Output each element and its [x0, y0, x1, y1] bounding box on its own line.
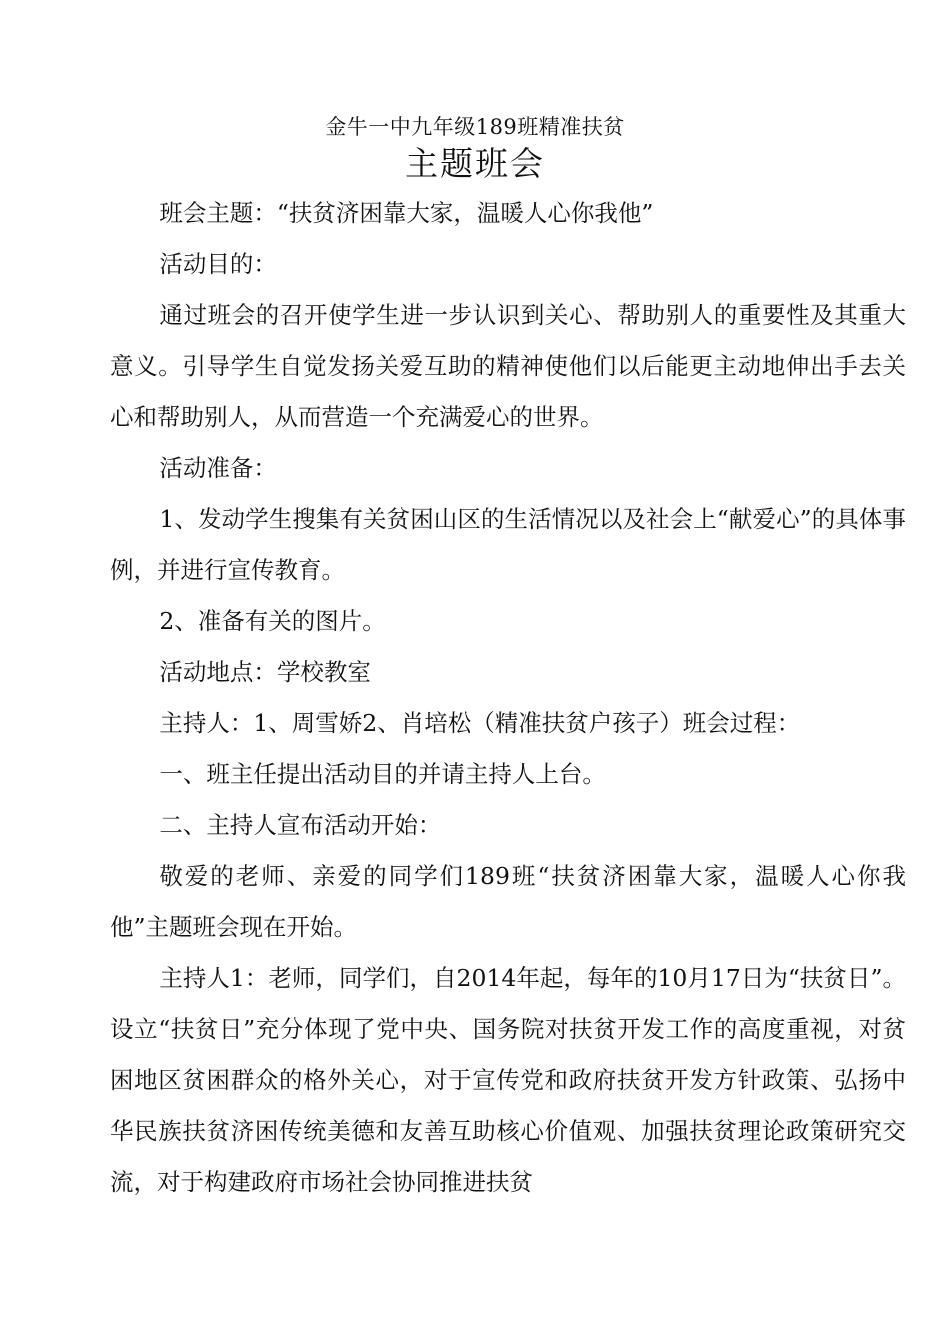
paragraph-preparation-heading: 活动准备： — [159, 454, 277, 482]
paragraph-location: 活动地点：学校教室 — [159, 658, 371, 686]
paragraph-opening: 敬爱的老师、亲爱的同学们189班“扶贫济困靠大家，温暖人心你我他”主题班会现在开始。 — [110, 862, 906, 941]
paragraph-preparation-2: 2、准备有关的图片。 — [159, 607, 386, 635]
paragraph-host-1-speech: 主持人1：老师，同学们，自2014年起，每年的10月17日为“扶贫日”。设立“扶贫日”充分体现了党中央、国务院对扶贫开发工作的高度重视，对贫困地区贫困群众的格外关心，对于宣传党和政府扶贫开发方针政策、弘扬中华民族扶贫济困传统美德和友善互助核心价值观、加强扶贫理论政策研究交流，对于构建政府市场社会协同推进扶贫 — [110, 964, 906, 1196]
document-body — [110, 188, 906, 1208]
paragraph-preparation-1: 1、发动学生搜集有关贫困山区的生活情况以及社会上“献爱心”的具体事例，并进行宣传教育。 — [110, 505, 906, 584]
paragraph-purpose-heading: 活动目的： — [159, 250, 277, 278]
paragraph-purpose: 通过班会的召开使学生进一步认识到关心、帮助别人的重要性及其重大意义。引导学生自觉发扬关爱互助的精神使他们以后能更主动地伸出手去关心和帮助别人，从而营造一个充满爱心的世界。 — [110, 301, 906, 431]
paragraph-theme: 班会主题：“扶贫济困靠大家，温暖人心你我他” — [159, 199, 654, 227]
paragraph-hosts: 主持人：1、周雪娇2、肖培松（精准扶贫户孩子）班会过程： — [159, 709, 801, 737]
document-subtitle: 金牛一中九年级189班精准扶贫 — [325, 115, 625, 139]
document-title: 主题班会 — [405, 144, 545, 183]
paragraph-step-1: 一、班主任提出活动目的并请主持人上台。 — [159, 760, 606, 788]
paragraph-step-2: 二、主持人宣布活动开始： — [159, 811, 442, 839]
